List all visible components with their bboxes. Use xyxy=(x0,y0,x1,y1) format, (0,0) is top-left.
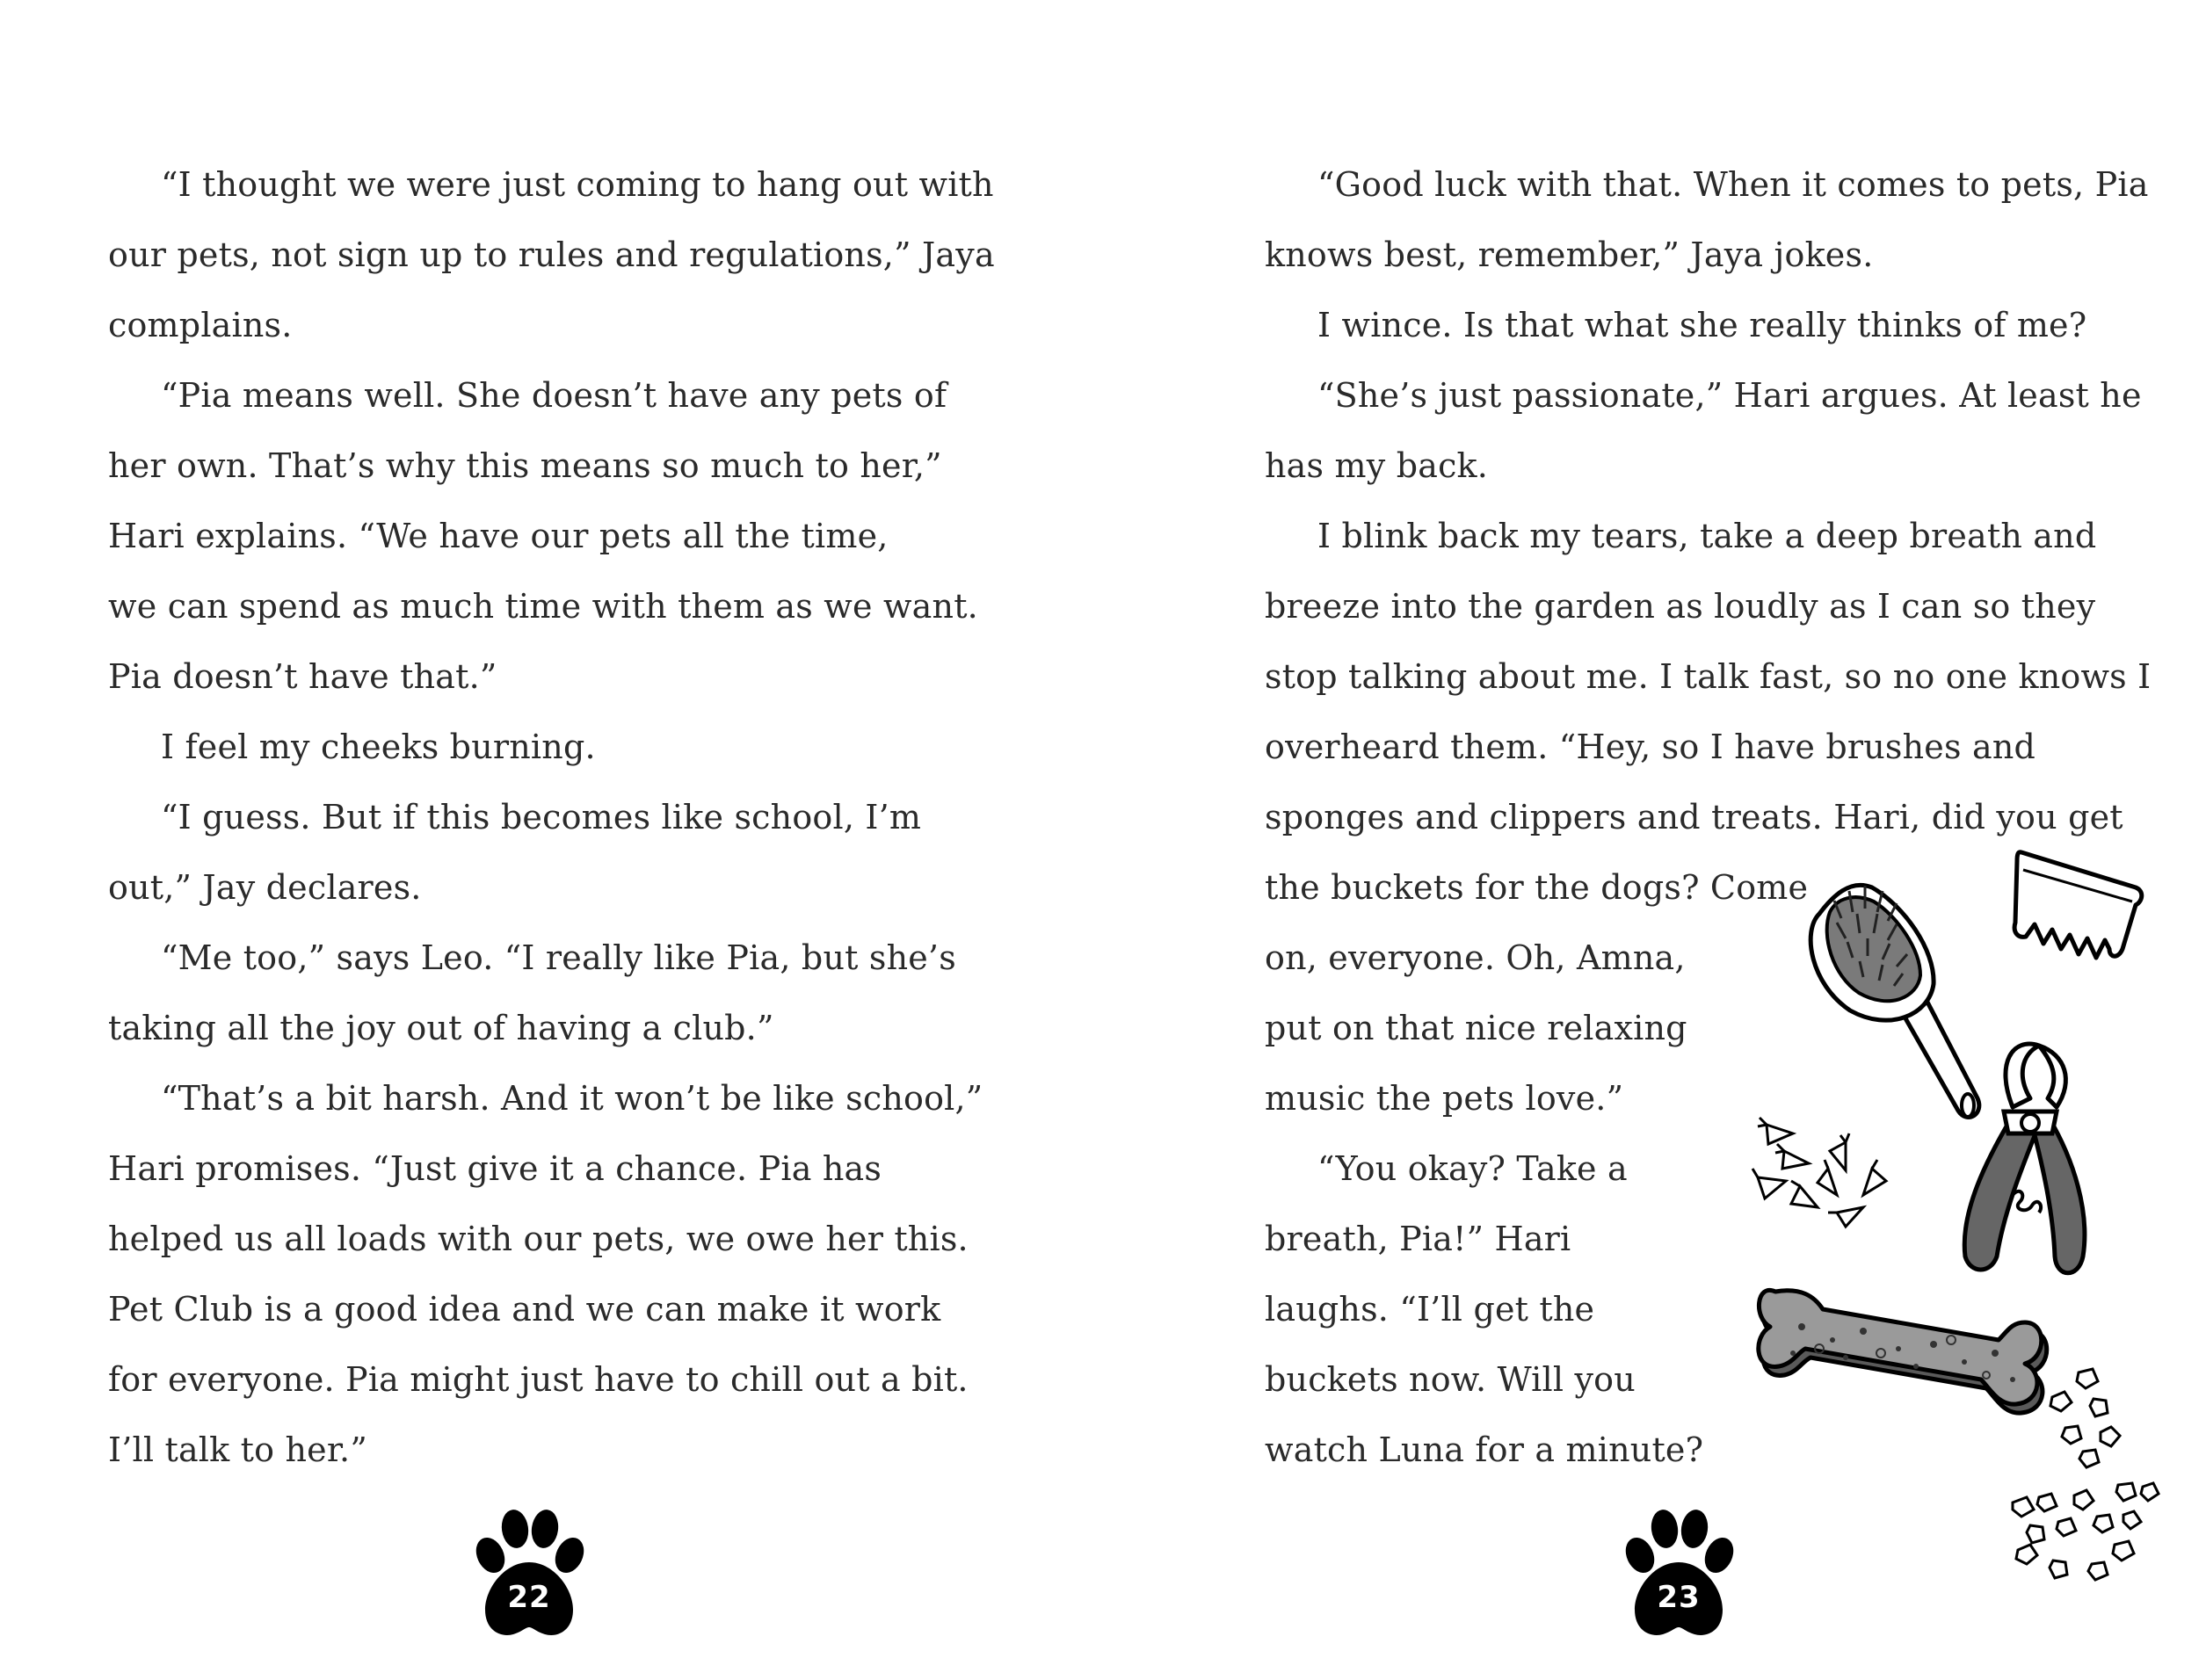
text-line: complains. xyxy=(108,306,293,344)
page-number-badge xyxy=(1608,1504,1749,1645)
comb-icon xyxy=(2014,852,2142,958)
text-line: laughs. “I’ll get the xyxy=(1265,1290,1595,1329)
text-line: “Pia means well. She doesn’t have any pets of xyxy=(161,376,947,415)
nail-clipper-icon xyxy=(1964,1044,2085,1273)
text-line: “I guess. But if this becomes like school, I’m xyxy=(161,798,922,836)
text-line: taking all the joy out of having a club.” xyxy=(108,1009,774,1047)
dog-bone-icon xyxy=(1759,1290,2047,1413)
text-line: we can spend as much time with them as we want. xyxy=(108,587,978,626)
text-line: “Me too,” says Leo. “I really like Pia, but she’s xyxy=(161,938,956,977)
text-line: her own. That’s why this means so much to her,” xyxy=(108,446,942,485)
paw-print-icon xyxy=(1608,1504,1749,1645)
text-line: for everyone. Pia might just have to chill out a bit. xyxy=(108,1360,969,1399)
page-number: 23 xyxy=(1657,1580,1701,1615)
text-line: Pia doesn’t have that.” xyxy=(108,657,497,696)
text-line: stop talking about me. I talk fast, so no one knows I xyxy=(1265,657,2152,696)
text-line: on, everyone. Oh, Amna, xyxy=(1265,938,1686,977)
text-line: the buckets for the dogs? Come xyxy=(1265,868,1809,907)
text-line: overheard them. “Hey, so I have brushes and xyxy=(1265,728,2036,766)
brush-icon xyxy=(1811,885,1979,1117)
text-line: breath, Pia!” Hari xyxy=(1265,1220,1571,1258)
grooming-illustration xyxy=(1749,835,2188,1626)
left-page-text xyxy=(108,149,995,1485)
text-line: “That’s a bit harsh. And it won’t be like school,” xyxy=(161,1079,983,1118)
paw-print-icon xyxy=(459,1504,599,1645)
text-line: our pets, not sign up to rules and regulations,” Jaya xyxy=(108,235,995,274)
text-line: knows best, remember,” Jaya jokes. xyxy=(1265,235,1874,274)
text-line: Hari explains. “We have our pets all the time, xyxy=(108,517,889,555)
text-line: put on that nice relaxing xyxy=(1265,1009,1687,1047)
text-line: sponges and clippers and treats. Hari, did you get xyxy=(1265,798,2123,836)
text-line: I’ll talk to her.” xyxy=(108,1430,367,1469)
text-line: out,” Jay declares. xyxy=(108,868,422,907)
text-line: buckets now. Will you xyxy=(1265,1360,1636,1399)
text-line: music the pets love.” xyxy=(1265,1079,1624,1118)
text-line: I feel my cheeks burning. xyxy=(161,728,596,766)
page-number-badge xyxy=(459,1504,599,1645)
text-line: I wince. Is that what she really thinks of me? xyxy=(1317,306,2087,344)
page-number: 22 xyxy=(507,1580,551,1615)
text-line: “She’s just passionate,” Hari argues. At least he xyxy=(1317,376,2142,415)
text-line: has my back. xyxy=(1265,446,1489,485)
text-line: Hari promises. “Just give it a chance. Pia has xyxy=(108,1149,882,1188)
text-line: “I thought we were just coming to hang out with xyxy=(161,165,994,204)
text-line: watch Luna for a minute? xyxy=(1265,1430,1704,1469)
text-line: Pet Club is a good idea and we can make it work xyxy=(108,1290,941,1329)
right-page xyxy=(1103,0,2206,1680)
text-line: breeze into the garden as loudly as I can so they xyxy=(1265,587,2096,626)
carrot-treats-icon xyxy=(1752,1118,1886,1227)
text-line: helped us all loads with our pets, we owe her this. xyxy=(108,1220,969,1258)
text-line: “You okay? Take a xyxy=(1317,1149,1628,1188)
text-line: I blink back my tears, take a deep breath and xyxy=(1317,517,2097,555)
text-line: “Good luck with that. When it comes to pets, Pia xyxy=(1317,165,2149,204)
